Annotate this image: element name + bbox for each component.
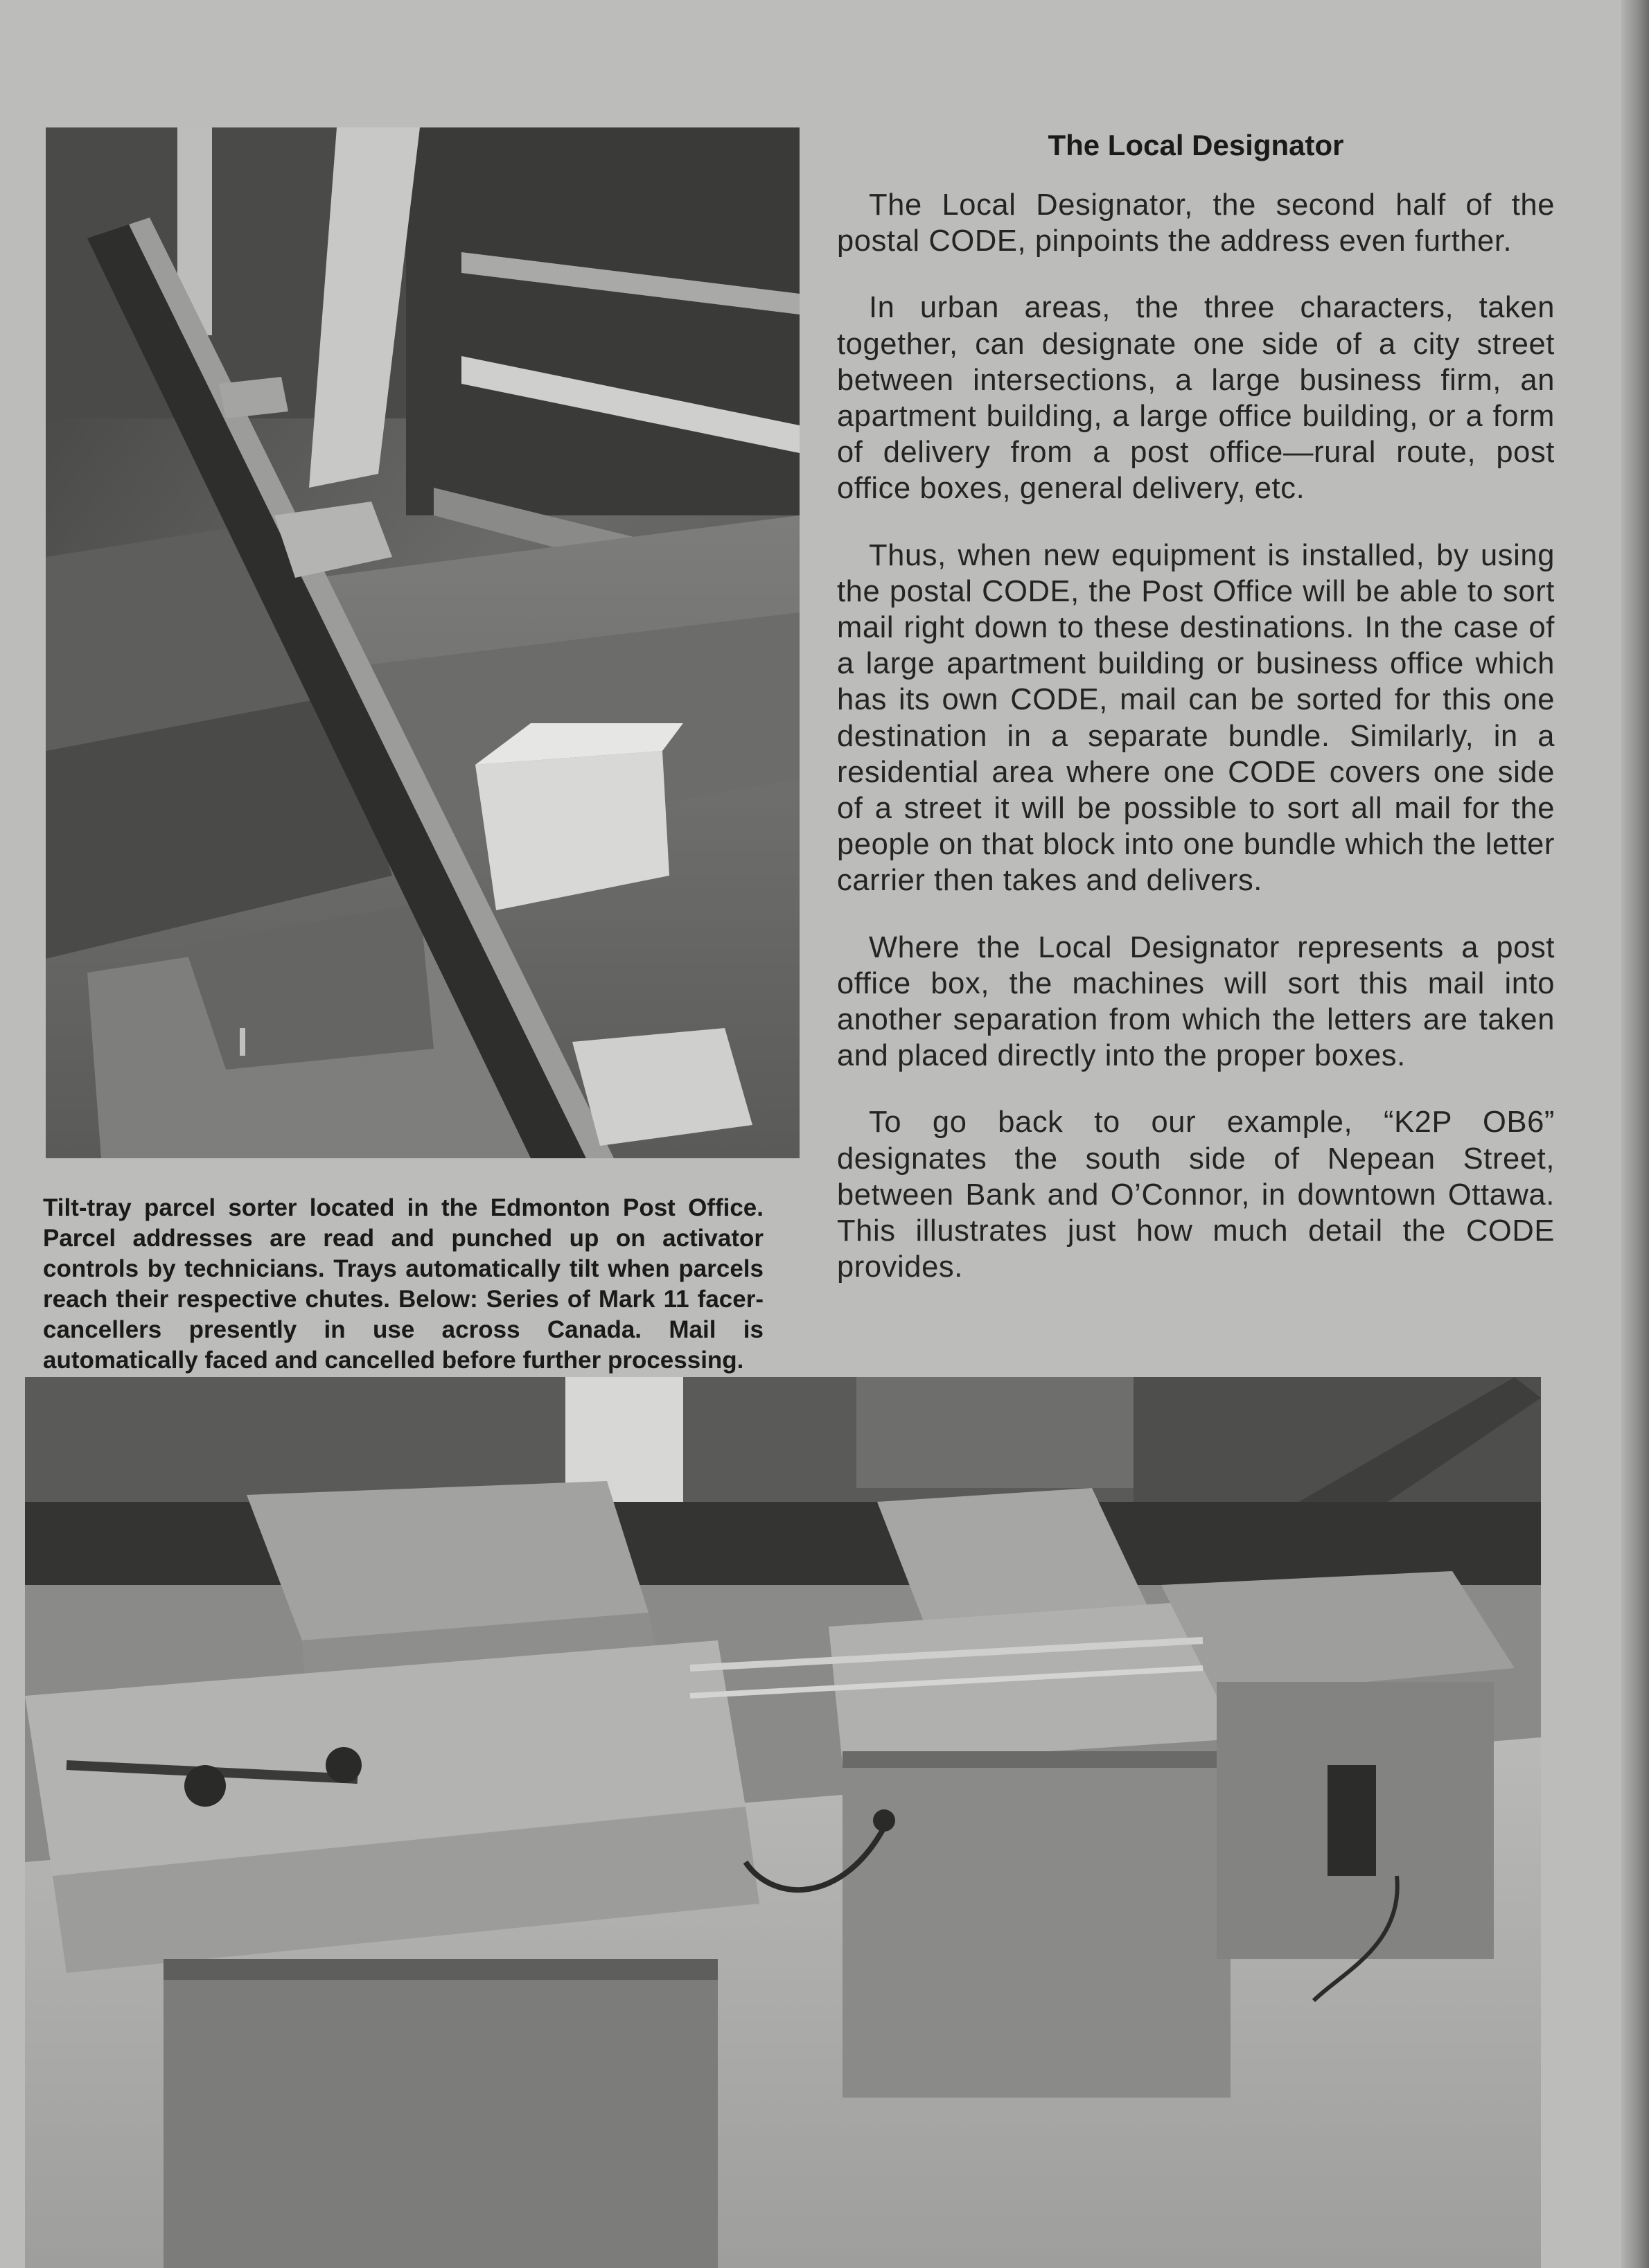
- article-paragraph: To go back to our example, “K2P OB6” designates the south side of Nepean Street, between Bank and O’Connor, in downtown Ottawa. This illustrates just how much detail the CODE provides.: [837, 1106, 1555, 1284]
- page-edge-shadow: [1621, 0, 1649, 2268]
- facer-canceller-photo: [25, 1377, 1541, 2268]
- article-paragraph: Thus, when new equipment is installed, by using the postal CODE, the Post Office will be able to sort mail right down to these destinations. In the case of a large apartment building or business office which has its own CODE, mail can be sorted for this one destination in a separate bundle. Similarly, in a residential area where one CODE covers one side of a street it will be possible to sort all mail for the people on that block into one bundle which the letter carrier then takes and delivers.: [837, 538, 1555, 898]
- photo-caption: Tilt-tray parcel sorter located in the Edmonton Post Office. Parcel addresses are read and punched up on activator controls by technicians. Trays automatically tilt when parcels reach their respective chutes. Below: Series of Mark 11 facer-cancellers presently in use across Canada. Mail is automatically faced and cancelled before further processing.: [43, 1194, 764, 1374]
- parcel-sorter-photo: [46, 127, 800, 1158]
- article-heading: The Local Designator: [1048, 129, 1344, 161]
- article-paragraph: Where the Local Designator represents a post office box, the machines will sort this mail into another separation from which the letters are taken and placed directly into the proper boxes.: [837, 930, 1555, 1073]
- article-column: [837, 126, 1555, 1315]
- article-paragraph: In urban areas, the three characters, taken together, can designate one side of a city street between intersections, a large business firm, an apartment building, a large office building, or a form of delivery from a post office—rural route, post office boxes, general delivery, etc.: [837, 291, 1555, 506]
- article-paragraph: The Local Designator, the second half of the postal CODE, pinpoints the address even further.: [837, 188, 1555, 258]
